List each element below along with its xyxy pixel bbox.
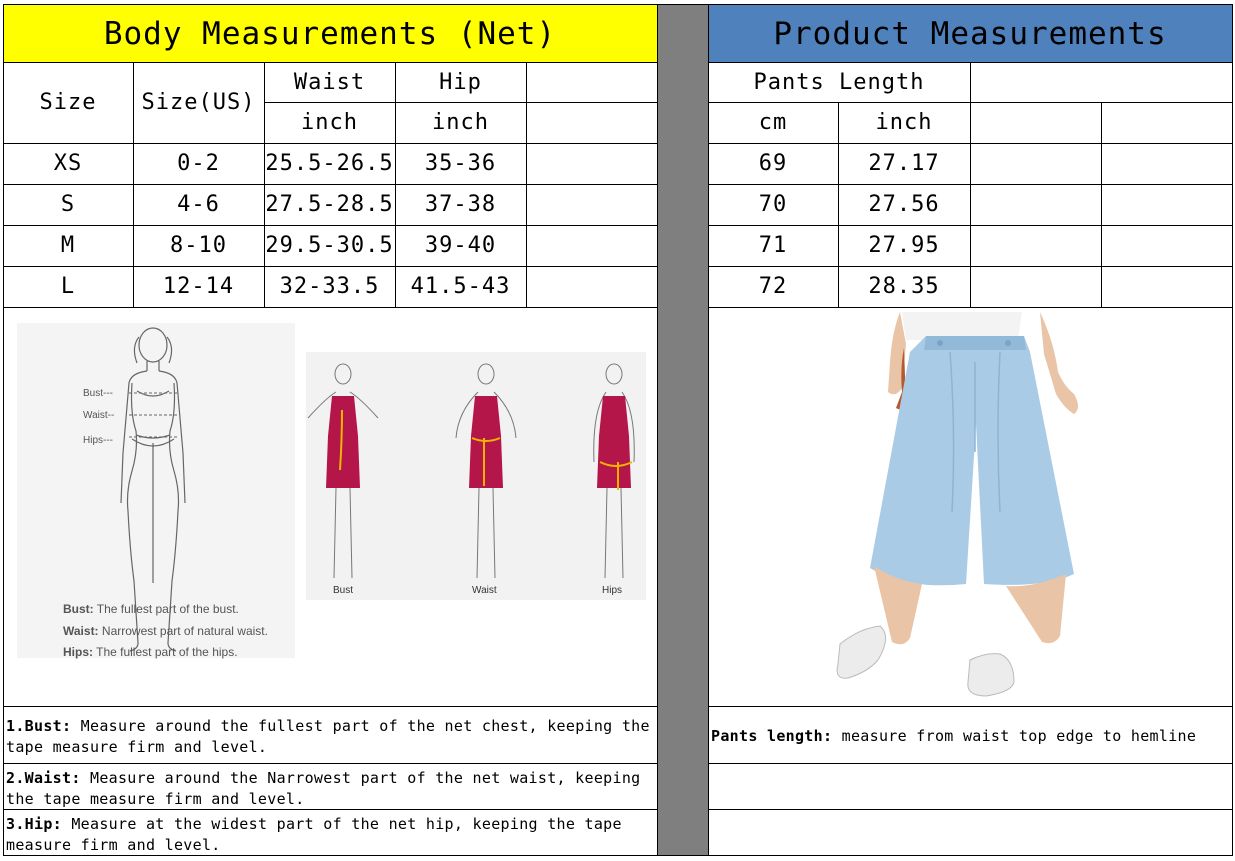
cell-inch: 27.95	[868, 233, 940, 258]
cell-hip: 39-40	[424, 233, 497, 258]
product-measurements-title: Product Measurements	[708, 5, 1232, 62]
cell-waist: 29.5-30.5	[265, 233, 394, 258]
figure-legend	[63, 599, 268, 664]
cell-hip: 41.5-43	[410, 274, 511, 299]
line-figure-illustration	[17, 323, 295, 658]
header-hip: Hip	[439, 69, 482, 95]
cell-size: XS	[53, 151, 83, 176]
cell-hip: 37-38	[424, 192, 497, 217]
cell-size-us: 4-6	[177, 192, 220, 217]
header-waist: Waist	[293, 69, 366, 95]
cell-size: M	[60, 233, 76, 258]
cell-waist: 32-33.5	[279, 274, 380, 299]
header-pants-length: Pants Length	[753, 69, 925, 95]
dress-figure-bust	[308, 364, 378, 596]
body-measurements-title: Body Measurements (Net)	[3, 5, 657, 62]
cell-size-us: 0-2	[177, 151, 220, 176]
cell-inch: 27.56	[868, 192, 940, 217]
cell-cm: 71	[758, 233, 788, 258]
cell-hip: 35-36	[424, 151, 497, 176]
label-bust: Bust---	[83, 388, 113, 399]
cell-waist: 25.5-26.5	[265, 151, 394, 176]
note-hip: 3.Hip: Measure at the widest part of the net hip, keeping the tape measure firm and level.	[6, 815, 622, 854]
dress-figure-illustration	[306, 352, 646, 600]
header-cm: cm	[758, 110, 788, 135]
label-hips: Hips---	[83, 435, 113, 446]
cell-inch: 28.35	[868, 274, 940, 299]
cell-size-us: 12-14	[162, 274, 235, 299]
cell-cm: 69	[758, 151, 788, 176]
cell-cm: 72	[758, 274, 788, 299]
wide-leg-pants-photo	[800, 312, 1110, 704]
header-inch: inch	[875, 110, 933, 135]
legend-item-waist: Waist: Narrowest part of natural waist.	[63, 623, 268, 638]
header-waist-unit: inch	[301, 110, 358, 135]
dress-figure-waist	[456, 364, 516, 596]
caption-hips: Hips	[602, 585, 623, 596]
cell-size: L	[60, 274, 76, 299]
header-size-us: Size(US)	[141, 90, 256, 115]
caption-waist: Waist	[472, 585, 497, 596]
note-bust: 1.Bust: Measure around the fullest part of the net chest, keeping the tape measure firm and level.	[6, 717, 650, 756]
cell-size: S	[60, 192, 76, 217]
header-hip-unit: inch	[432, 110, 489, 135]
legend-item-hips: Hips: The fullest part of the hips.	[63, 645, 238, 659]
caption-bust: Bust	[333, 585, 354, 596]
dress-figure-hips	[594, 364, 635, 596]
note-waist: 2.Waist: Measure around the Narrowest part of the net waist, keeping the tape measure firm and level.	[6, 769, 641, 808]
cell-inch: 27.17	[868, 151, 940, 176]
gray-divider-column	[657, 5, 708, 856]
note-pants-length: Pants length: measure from waist top edge to hemline	[711, 727, 1197, 745]
header-size: Size	[39, 90, 97, 115]
cell-size-us: 8-10	[170, 233, 227, 258]
label-waist: Waist--	[83, 410, 115, 421]
cell-cm: 70	[758, 192, 788, 217]
legend-item-bust: Bust: The fullest part of the bust.	[63, 602, 239, 616]
cell-waist: 27.5-28.5	[265, 192, 394, 217]
